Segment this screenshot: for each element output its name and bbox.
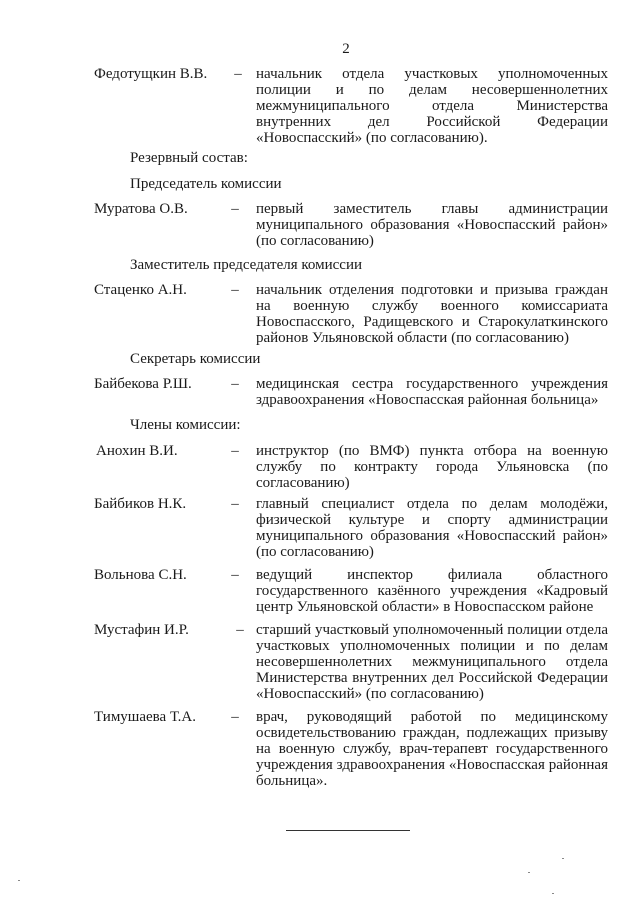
page-number: 2 <box>342 41 350 57</box>
member-description: начальник отделения подготовки и призыва граждан на военную службу военного комиссариата Новоспасского, Радищевского и Старокулаткинского районов Ульяновской области (по согласованию) <box>256 282 608 346</box>
member-name: Байбекова Р.Ш. <box>94 376 192 392</box>
member-description: медицинская сестра государственного учреждения здравоохранения «Новоспасская районная больница» <box>256 376 608 408</box>
member-description: ведущий инспектор филиала областного государственного казённого учреждения «Кадровый центр Ульяновской области» в Новоспасском районе <box>256 567 608 615</box>
member-name: Федотущкин В.В. <box>94 66 208 82</box>
deputy-heading: Заместитель председателя комиссии <box>130 257 363 273</box>
member-description: инструктор (по ВМФ) пункта отбора на военную службу по контракту города Ульяновска (по согласованию) <box>256 443 608 491</box>
dash: – <box>231 567 239 583</box>
dash: – <box>231 201 239 217</box>
member-name: Муратова О.В. <box>94 201 188 217</box>
end-rule <box>286 830 410 831</box>
member-name: Анохин В.И. <box>96 443 178 459</box>
scan-speck <box>18 880 20 881</box>
dash: – <box>236 622 244 638</box>
dash: – <box>231 443 239 459</box>
dash: – <box>231 282 239 298</box>
dash: – <box>231 376 239 392</box>
member-name: Мустафин И.Р. <box>94 622 189 638</box>
member-description: начальник отдела участковых уполномоченных полиции и по делам несовершеннолетних межмуниципального отдела Министерства внутренних дел Российской Федерации «Новоспасский» (по согласованию). <box>256 66 608 146</box>
scan-speck <box>528 872 530 873</box>
member-description: первый заместитель главы администрации муниципального образования «Новоспасский район» (по согласованию) <box>256 201 608 249</box>
member-description: старший участковый уполномоченный полиции отдела участковых уполномоченных полиции и по делам несовершеннолетних межмуниципального отдела Министерства внутренних дел Российской Федерации «Новоспасский» (по согласованию) <box>256 622 608 702</box>
member-name: Вольнова С.Н. <box>94 567 187 583</box>
dash: – <box>234 66 242 82</box>
reserve-heading: Резервный состав: <box>130 150 248 166</box>
scan-speck <box>562 858 564 859</box>
member-name: Байбиков Н.К. <box>94 496 187 512</box>
chair-heading: Председатель комиссии <box>130 176 282 192</box>
member-description: главный специалист отдела по делам молодёжи, физической культуре и спорту администрации муниципального образования «Новоспасский район» (по согласованию) <box>256 496 608 560</box>
scan-speck <box>552 893 554 894</box>
member-name: Тимушаева Т.А. <box>94 709 196 725</box>
dash: – <box>231 709 239 725</box>
member-description: врач, руководящий работой по медицинскому освидетельствованию граждан, подлежащих призыву на военную службу, врач-терапевт государственного учреждения здравоохранения «Новоспасская районная больница». <box>256 709 608 789</box>
secretary-heading: Секретарь комиссии <box>130 351 261 367</box>
dash: – <box>231 496 239 512</box>
members-heading: Члены комиссии: <box>130 417 241 433</box>
member-name: Стаценко А.Н. <box>94 282 187 298</box>
